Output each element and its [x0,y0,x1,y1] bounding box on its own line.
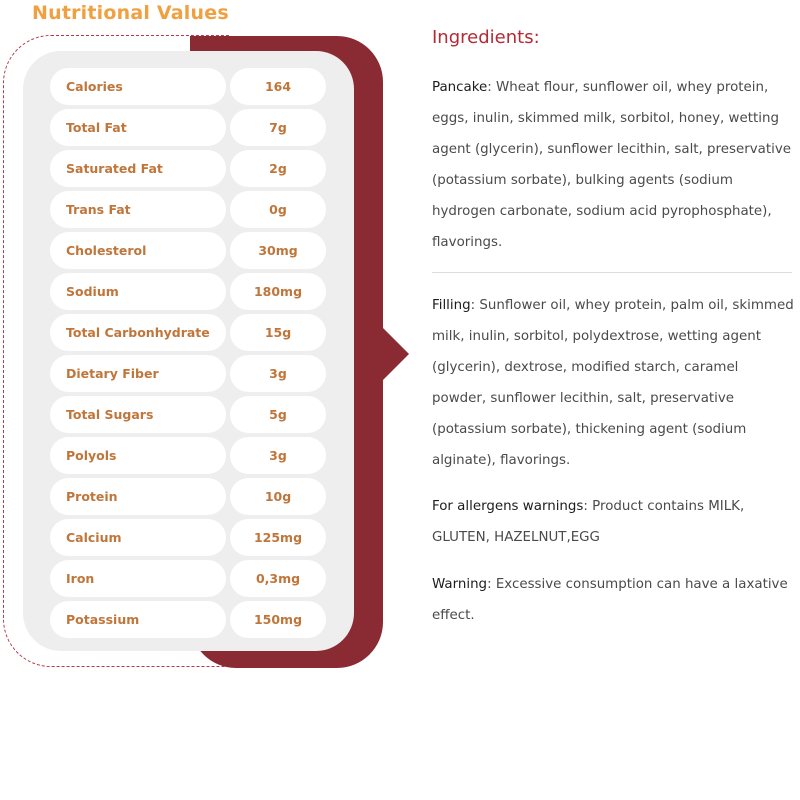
nutrition-row [50,601,326,638]
nutrient-value: 0,3mg [230,560,326,597]
divider [432,272,792,273]
warning-label: Warning [432,577,488,592]
nutrition-row [50,191,326,228]
nutrient-label: Dietary Fiber [50,355,226,392]
nutrient-value: 125mg [230,519,326,556]
warning-text: : Excessive consumption can have a laxative effect. [432,577,788,623]
nutrient-value: 0g [230,191,326,228]
nutrition-row [50,109,326,146]
filling-label: Filling [432,298,471,313]
nutrient-label: Total Fat [50,109,226,146]
nutrient-label: Calcium [50,519,226,556]
nutrient-value: 30mg [230,232,326,269]
nutrient-label: Sodium [50,273,226,310]
nutrition-row [50,355,326,392]
nutrient-label: Saturated Fat [50,150,226,187]
filling-ingredients [432,290,794,476]
nutrient-label: Total Sugars [50,396,226,433]
nutrition-row [50,68,326,105]
nutrient-label: Trans Fat [50,191,226,228]
nutrition-row [50,396,326,433]
nutrient-value: 10g [230,478,326,515]
nutrient-label: Protein [50,478,226,515]
allergens-text: : Product contains MILK, GLUTEN, HAZELNUT,EGG [432,499,745,545]
nutrition-row [50,519,326,556]
pancake-text: : Wheat flour, sunflower oil, whey protein, eggs, inulin, skimmed milk, sorbitol, honey, wetting agent (glycerin), sunflower lecithin, salt, preservative (potassium sorbate), bulking agents (sodium hydrogen carbonate, sodium acid pyrophosphate), flavorings. [432,80,791,250]
nutrient-value: 180mg [230,273,326,310]
nutrient-value: 2g [230,150,326,187]
nutrient-value: 164 [230,68,326,105]
nutrient-value: 3g [230,355,326,392]
nutrient-value: 15g [230,314,326,351]
nutrient-value: 150mg [230,601,326,638]
pancake-label: Pancake [432,80,488,95]
pancake-ingredients [432,72,794,258]
allergens-warning [432,491,794,553]
nutrition-row [50,314,326,351]
nutritional-values-title: Nutritional Values [32,2,229,24]
nutrition-row [50,273,326,310]
filling-text: : Sunflower oil, whey protein, palm oil, skimmed milk, inulin, sorbitol, polydextrose, wetting agent (glycerin), dextrose, modified starch, caramel powder, sunflower lecithin, salt, preservative (potassium sorbate), thickening agent (sodium alginate), flavorings. [432,298,794,468]
nutrition-row [50,478,326,515]
nutrient-value: 5g [230,396,326,433]
consumption-warning [432,569,794,631]
nutrition-row [50,560,326,597]
nutrition-row [50,437,326,474]
nutrient-label: Calories [50,68,226,105]
nutrition-row [50,150,326,187]
nutrient-label: Cholesterol [50,232,226,269]
nutrient-label: Potassium [50,601,226,638]
ingredients-title: Ingredients: [432,27,540,48]
nutrient-value: 7g [230,109,326,146]
nutrient-label: Iron [50,560,226,597]
allergens-label: For allergens warnings [432,499,584,514]
nutrient-label: Total Carbonhydrate [50,314,226,351]
maroon-arrow [377,322,409,386]
nutrient-label: Polyols [50,437,226,474]
nutrient-value: 3g [230,437,326,474]
nutrition-row [50,232,326,269]
